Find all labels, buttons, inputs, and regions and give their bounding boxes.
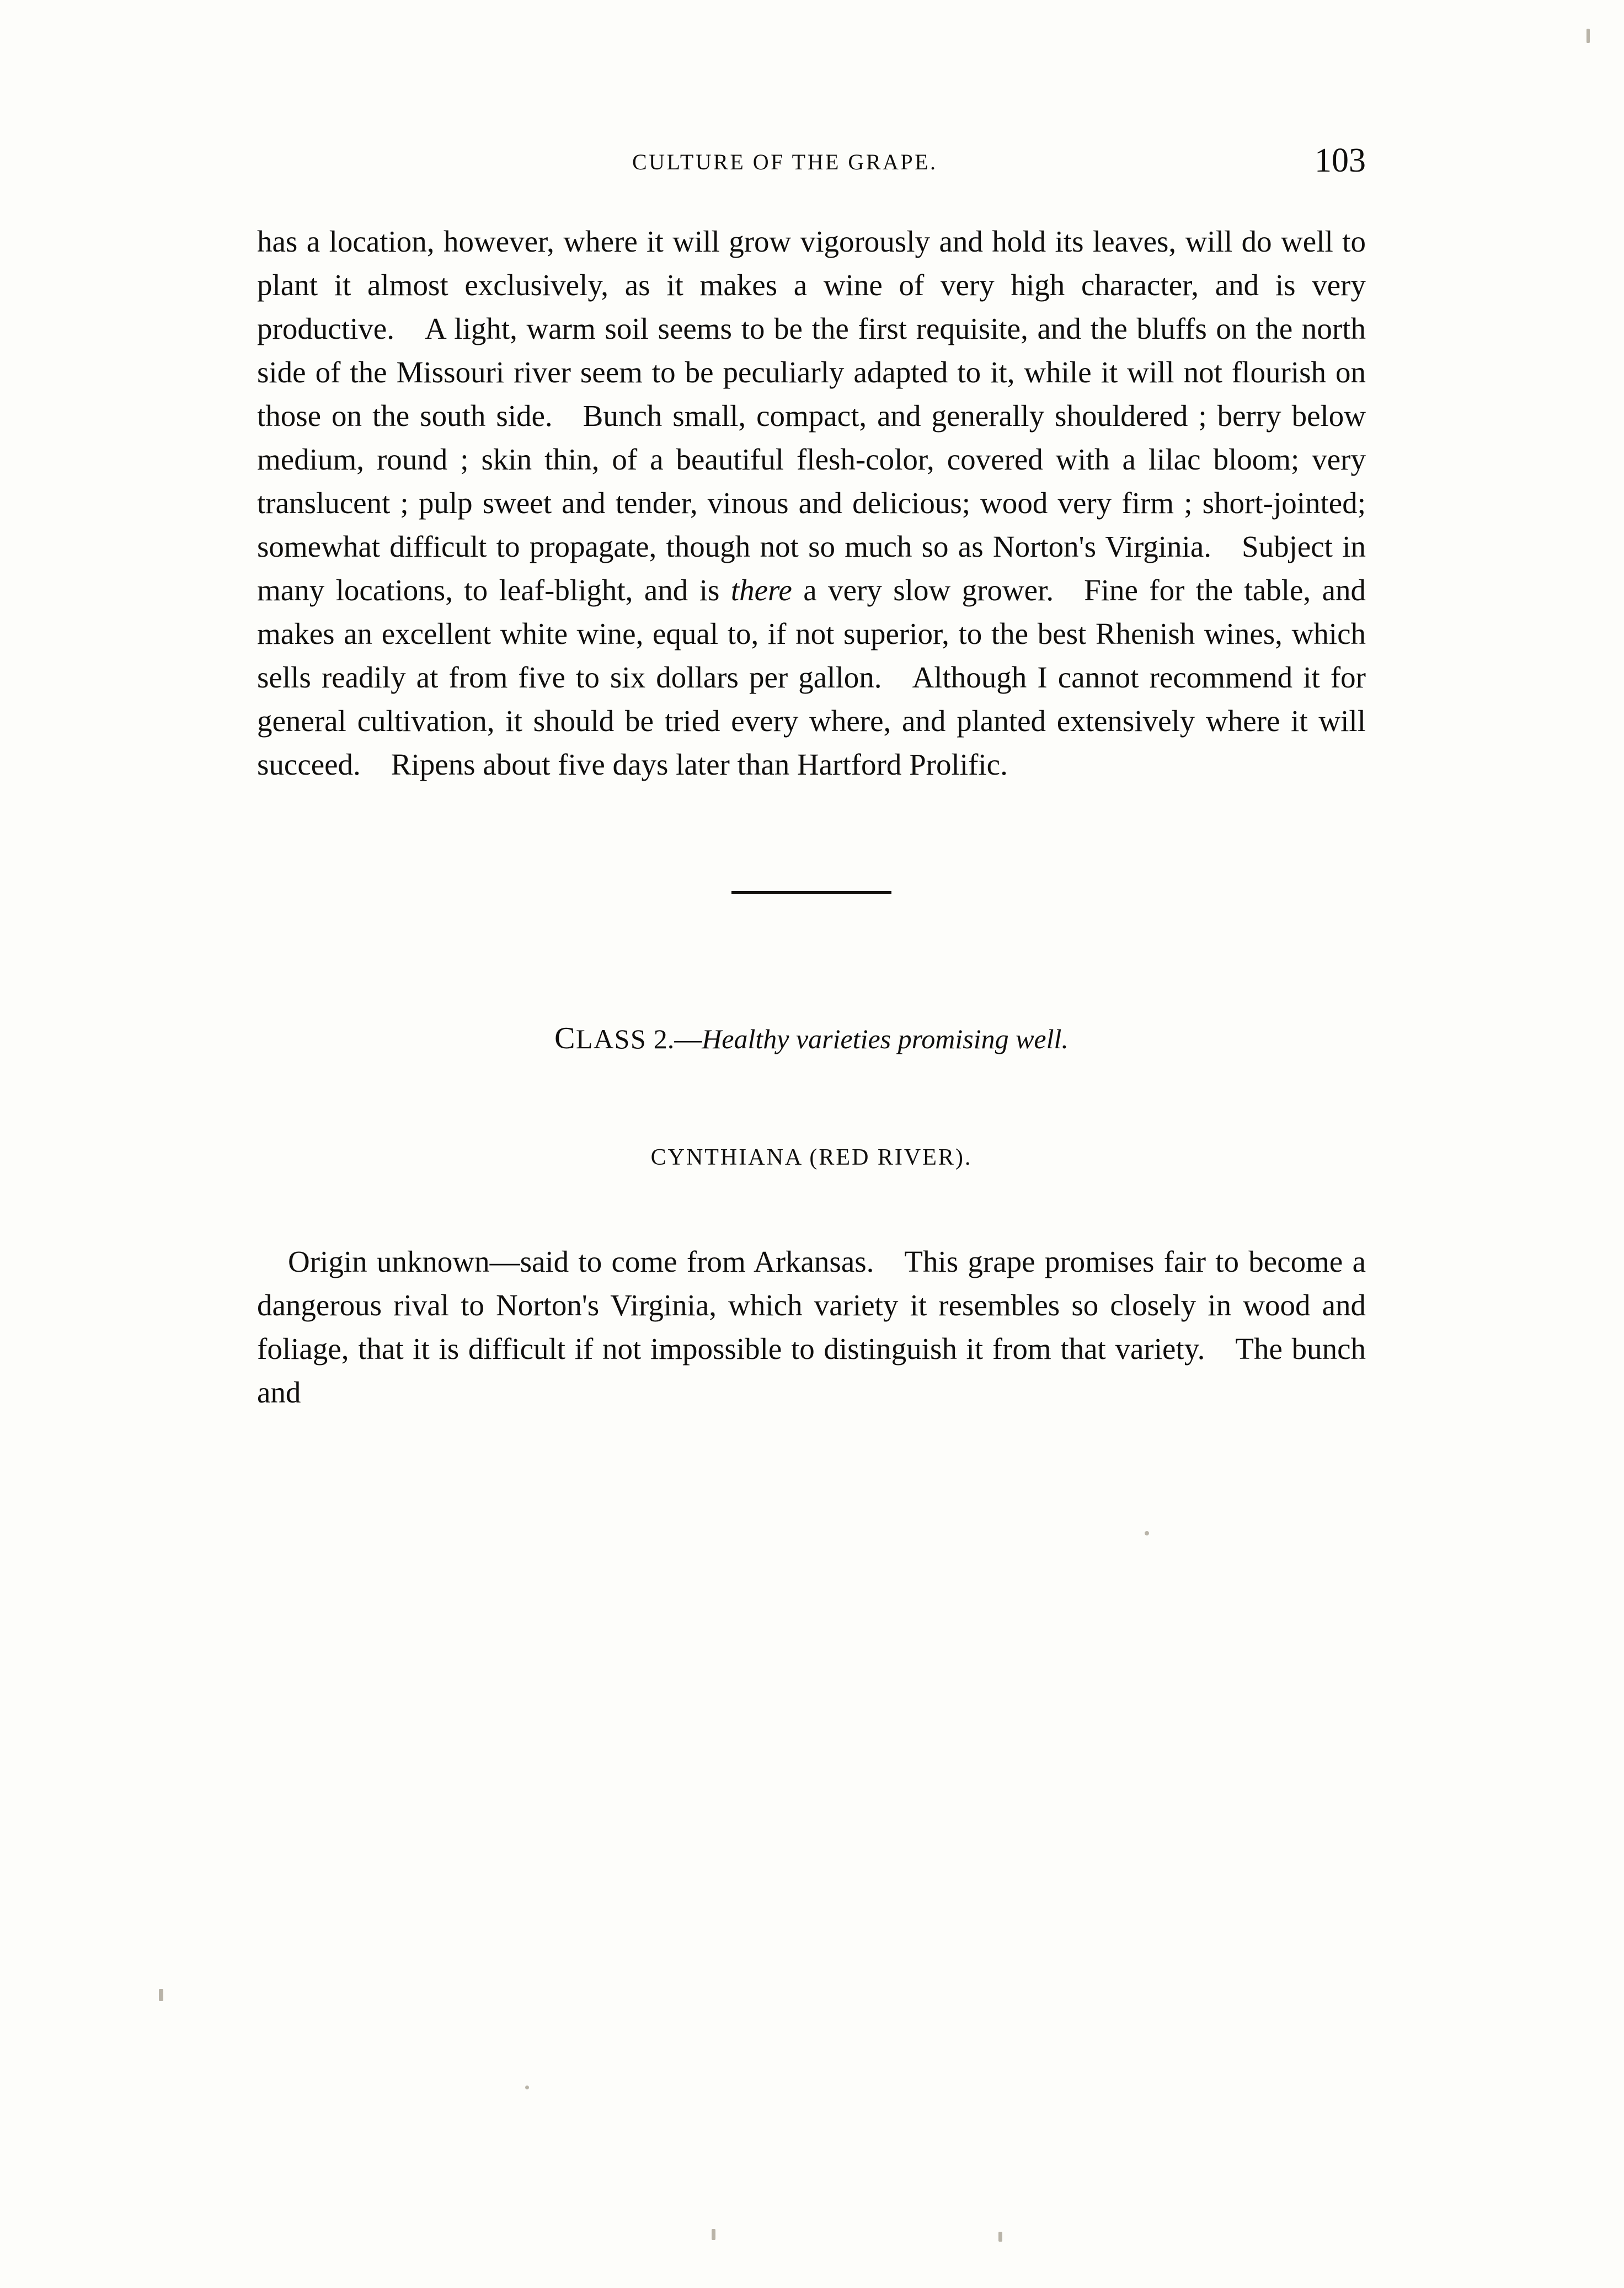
variety-description-block xyxy=(257,1240,1366,1414)
page-number: 103 xyxy=(1315,142,1366,179)
class-label xyxy=(554,1023,647,1054)
section-divider xyxy=(257,891,1366,894)
running-head: CULTURE OF THE GRAPE. xyxy=(632,150,938,174)
paragraph-text-b: a very slow grower. Fine for the table, and makes an excellent white wine, equal to, if not superior, to the best Rhenish wines, which sells readily at from five to six dollars per gallon. Although I cannot recommend it for general cultivation, it should be tried every where, and planted extensively where it will succeed. Ripens about five days later than Hartford Prolific. xyxy=(257,573,1366,781)
paragraph-text-a: has a location, however, where it will grow vigorously and hold its leaves, will do well to plant it almost exclusively, as it makes a wine of very high character, and is very productive. A light, warm soil seems to be the first requisite, and the bluffs on the north side of the Missouri river seem to be peculiarly adapted to it, while it will not flourish on those on the south side. Bunch small, compact, and generally shouldered ; berry below medium, round ; skin thin, of a beautiful flesh-color, covered with a lilac bloom; very translucent ; pulp sweet and tender, vinous and delicious; wood very firm ; short-jointed; somewhat difficult to propagate, though not so much so as Norton's Virginia. Subject in many locations, to leaf-blight, and is xyxy=(257,225,1366,607)
class-heading xyxy=(257,1021,1366,1056)
class-label-rest: LASS xyxy=(575,1023,647,1054)
scan-speck xyxy=(1145,1531,1149,1535)
class-title: Healthy varieties promising well. xyxy=(702,1023,1069,1054)
body-paragraph-block xyxy=(257,220,1366,786)
scan-speck xyxy=(159,1989,163,2001)
scan-speck xyxy=(1586,29,1590,43)
paragraph-continuation xyxy=(257,220,1366,786)
scan-speck xyxy=(712,2229,715,2240)
variety-paragraph: Origin unknown—said to come from Arkansas. This grape promises fair to become a dangerous rival to Norton's Virginia, which variety it resembles so closely in wood and foliage, that it is difficult if not impossible to distinguish it from that variety. The bunch and xyxy=(257,1245,1366,1409)
page-header xyxy=(257,142,1366,199)
class-number: 2.— xyxy=(647,1023,702,1054)
variety-heading: CYNTHIANA (RED RIVER). xyxy=(650,1145,973,1170)
class-label-initial: C xyxy=(554,1021,576,1055)
scan-speck xyxy=(998,2232,1002,2242)
page-content xyxy=(257,142,1366,1444)
emphasis-there: there xyxy=(730,573,792,607)
scan-speck xyxy=(525,2086,529,2089)
divider-rule xyxy=(731,891,891,894)
